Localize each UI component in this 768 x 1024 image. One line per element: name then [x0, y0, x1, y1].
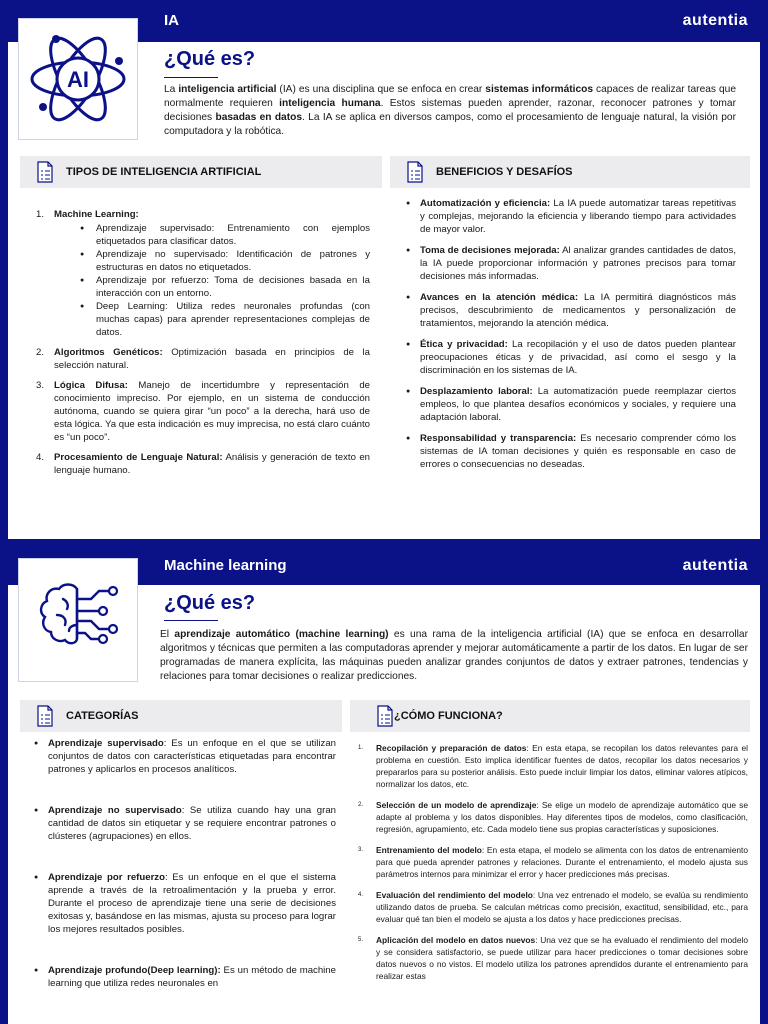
bullet-icon: ● [406, 247, 411, 254]
item-label: Desplazamiento laboral: [420, 386, 533, 397]
item-label: Evaluación del rendimiento del modelo [376, 890, 533, 900]
tipos-list [36, 208, 370, 484]
item-text: : En esta etapa, se recopilan los datos relevantes para el problema en cuestión. Esto implica identificar fuentes de datos, recopilar los datos necesarios y prepararlos para su posterior análisis. Esto puede incluir limpiar los datos, eliminar valores atípicos, normalizar los datos, etc. [376, 743, 749, 789]
document-list-icon [376, 705, 394, 732]
panel-header-como-funciona [350, 700, 750, 732]
heading-underline [164, 77, 218, 78]
item-text: : En esta etapa, el modelo se alimenta con los datos de entrenamiento para que pueda aprender patrones y relaciones. Durante el entrenamiento, el modelo ajusta sus parámetros internos para minimizar el error y hacer predicciones más precisas. [376, 845, 748, 879]
list-item [36, 451, 370, 477]
item-label: Automatización y eficiencia: [420, 198, 551, 209]
page-heading: ¿Qué es? [164, 48, 256, 70]
panel-title: TIPOS DE INTELIGENCIA ARTIFICIAL [66, 166, 262, 178]
list-item [358, 844, 748, 880]
bullet-icon: ● [406, 341, 411, 348]
item-label: Aprendizaje profundo(Deep learning): [48, 965, 221, 976]
intro-text: La [164, 84, 179, 95]
heading-underline [164, 620, 218, 621]
bullet-icon: ● [34, 874, 39, 881]
item-label: Aprendizaje supervisado [48, 738, 164, 749]
item-label: Selección de un modelo de aprendizaje [376, 800, 537, 810]
item-label: Aprendizaje por refuerzo [48, 872, 165, 883]
sub-list-item: ● Aprendizaje no supervisado: Identificación de patrones y estructuras en datos no etiquetados. [54, 248, 370, 274]
list-item [30, 804, 336, 843]
item-text: La automatización puede reemplazar ciertos empleos, lo que plantea desafíos económicos y sociales, y requiere una adaptación laboral. [420, 386, 737, 423]
intro-bold-text: inteligencia artificial [178, 84, 277, 95]
intro-bold-text: sistemas informáticos [485, 84, 594, 95]
item-text: : Una vez que se ha evaluado el rendimiento del modelo y se considera satisfactorio, se puede utilizar para hacer predicciones o tomar decisiones sobre datos nuevos o no vistos. El modelo utiliza los patrones aprendidos durante el entrenamiento para realizar estas [376, 935, 749, 981]
item-label: Entrenamiento del modelo [376, 845, 482, 855]
list-item [358, 889, 748, 925]
item-label: Procesamiento de Lenguaje Natural: [54, 452, 223, 463]
brand-logo: autentia [682, 557, 748, 574]
item-number: 2. [36, 347, 45, 358]
list-item [402, 291, 736, 330]
item-text: La recopilación y el uso de datos pueden plantear preocupaciones éticas y de privacidad, así como el sesgo y la discriminación en los sistemas de IA. [420, 339, 736, 376]
item-number: 3. [36, 380, 45, 391]
brain-circuit-icon [18, 558, 138, 682]
list-item [30, 737, 336, 776]
panel-header-beneficios [390, 156, 750, 188]
bullet-icon: ● [406, 294, 411, 301]
panel-header-categorias [20, 700, 342, 732]
list-item [358, 742, 748, 790]
intro-paragraph [160, 628, 748, 684]
sub-list-item: ● Aprendizaje supervisado: Entrenamiento con ejemplos etiquetados para clasificar datos. [54, 222, 370, 248]
panel-title: CATEGORÍAS [66, 710, 139, 722]
item-text: : Es un enfoque en el que se utilizan conjuntos de datos con características etiquetadas para encontrar patrones y aplicarlos en procesos analíticos. [48, 738, 336, 775]
item-text: : Se utiliza cuando hay una gran cantidad de datos sin etiquetar y se requiere encontrar patrones o clústeres (agrupaciones) en ellos. [48, 805, 337, 842]
bullet-icon: ● [34, 807, 39, 814]
list-item [402, 338, 736, 377]
section-title: Machine learning [164, 557, 287, 574]
page-heading: ¿Qué es? [164, 592, 256, 614]
item-label: Avances en la atención médica: [420, 292, 579, 303]
list-item [36, 208, 370, 339]
list-item [402, 432, 736, 471]
panel-header-tipos [20, 156, 382, 188]
item-text: Manejo de incertidumbre y representación de conocimiento impreciso. Por ejemplo, en un sistema de conducción autónoma, cuando se quiera girar “un poco” a la derecha, hará uso de esta lógica. Ya que esta indicación es muy imprecisa, no está claro cuánto es “un poco”. [54, 380, 370, 443]
bullet-icon: ● [34, 967, 39, 974]
item-label: Ética y privacidad: [420, 339, 508, 350]
brand-logo: autentia [682, 12, 748, 29]
item-number: 5. [358, 937, 364, 943]
intro-bold-text: aprendizaje automático (machine learning) [174, 629, 389, 640]
list-item [36, 346, 370, 372]
list-item [30, 964, 336, 990]
sub-list-item: ● Aprendizaje por refuerzo: Toma de decisiones basada en la interacción con un entorno. [54, 274, 370, 300]
sub-list [54, 222, 370, 339]
intro-bold-text: inteligencia humana [279, 98, 381, 109]
document-list-icon [406, 161, 424, 188]
item-text: Es un método de machine learning que utiliza redes neuronales en [48, 965, 336, 989]
intro-text: . La IA se aplica en diversos campos, como el procesamiento de lenguaje natural, la visión por computadora y la robótica. [164, 112, 736, 137]
intro-text: (IA) es una disciplina que se enfoca en crear [276, 84, 486, 95]
item-label: Algoritmos Genéticos: [54, 347, 163, 358]
intro-text: es una rama de la inteligencia artificial (IA) que se enfoca en desarrollar algoritmos y técnicas que permiten a las computadoras aprender y mejorar automáticamente a partir de los datos. En lugar de ser programadas de manera explícita, las máquinas pueden analizar grandes conjuntos de datos y extraer patrones, tendencias y relaciones para tomar decisiones o realizar predicciones. [160, 629, 748, 682]
como-funciona-list [358, 742, 748, 991]
list-item [402, 197, 736, 236]
item-label: Machine Learning: [54, 209, 139, 220]
bullet-icon: ● [34, 740, 39, 747]
bullet-icon: ● [406, 388, 411, 395]
list-item [358, 799, 748, 835]
panel-title: BENEFICIOS Y DESAFÍOS [436, 166, 573, 178]
item-label: Toma de decisiones mejorada: [420, 245, 560, 256]
item-number: 4. [36, 452, 45, 463]
item-number: 4. [358, 892, 364, 898]
item-label: Recopilación y preparación de datos [376, 743, 527, 753]
list-item [402, 244, 736, 283]
item-number: 3. [358, 847, 364, 853]
svg-text:AI: AI [67, 67, 89, 92]
intro-bold-text: basadas en datos [215, 112, 302, 123]
item-number: 1. [36, 209, 45, 220]
item-label: Aprendizaje no supervisado [48, 805, 182, 816]
sub-list-item: ● Deep Learning: Utiliza redes neuronales profundas (con muchas capas) para aprender representaciones complejas de datos. [54, 300, 370, 339]
bullet-icon: ● [406, 435, 411, 442]
item-label: Responsabilidad y transparencia: [420, 433, 577, 444]
beneficios-list [402, 197, 736, 479]
list-item [358, 934, 748, 982]
item-text: Al analizar grandes cantidades de datos, la IA puede proporcionar información y patrones precisos para tomar decisiones más informadas. [420, 245, 736, 282]
ai-logo-icon [18, 18, 138, 140]
item-text: La IA permitirá diagnósticos más precisos, descubrimiento de medicamentos y personalización de tratamientos, mejorando la atención médica. [420, 292, 736, 329]
item-text: : Es un enfoque en el que el sistema aprende a través de la retroalimentación y la prueba y error. Durante el proceso de aprendizaje tiene una serie de decisiones exitosas y, basándose en las mismas, ajusta su proceso para lograr los mejores resultados posibles. [48, 872, 336, 935]
item-text: Es necesario comprender cómo los sistemas de IA toman decisiones y quién es responsable en caso de errores o consecuencias no deseadas. [420, 433, 736, 470]
intro-text: . Estos sistemas pueden aprender, razonar, reconocer patrones y tomar decisiones [164, 98, 736, 123]
item-number: 1. [358, 745, 364, 751]
intro-text: El [160, 629, 175, 640]
panel-title: ¿CÓMO FUNCIONA? [394, 710, 503, 722]
item-label: Lógica Difusa: [54, 380, 128, 391]
item-text: : Una vez entrenado el modelo, se evalúa su rendimiento utilizando datos de prueba. Se calculan métricas como precisión, exactitud, sensibilidad, etc., para evaluar qué tan bien el modelo se ajusta a los datos y hace predicciones precisas. [376, 890, 748, 924]
list-item [30, 871, 336, 936]
document-list-icon [36, 705, 54, 732]
item-text: : Se elige un modelo de aprendizaje automático que se adapte al problema y los datos disponibles. Hay diferentes tipos de modelos, como clasificación, regresión, agrupamiento, etc. Cada modelo tiene sus propias características y suposiciones. [376, 800, 748, 834]
list-item [36, 379, 370, 444]
item-label: Aplicación del modelo en datos nuevos [376, 935, 536, 945]
bullet-icon: ● [406, 200, 411, 207]
intro-paragraph [164, 83, 736, 139]
item-text: Análisis y generación de texto en lenguaje humano. [54, 452, 370, 476]
item-text: Optimización basada en principios de la selección natural. [54, 347, 370, 371]
categorias-list [30, 737, 336, 1018]
item-number: 2. [358, 802, 364, 808]
intro-text: capaces de realizar tareas que normalmente requieren [164, 84, 736, 109]
list-item [402, 385, 736, 424]
document-list-icon [36, 161, 54, 188]
section-title: IA [164, 12, 179, 29]
item-text: La IA puede automatizar tareas repetitivas y complejas, mejorando la eficiencia y liberando tiempo para actividades de mayor valor. [420, 198, 737, 235]
